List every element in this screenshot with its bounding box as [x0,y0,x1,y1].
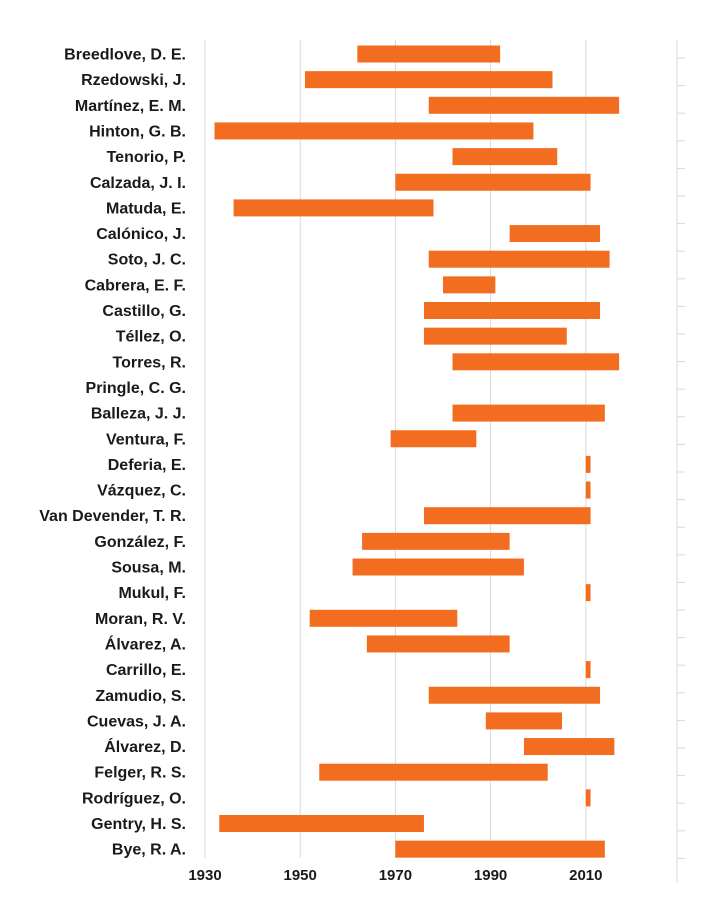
row-label: Cabrera, E. F. [84,277,186,295]
row-label: Calónico, J. [96,226,186,244]
row-label: Vázquez, C. [97,482,186,500]
range-bar [586,482,591,499]
row-label: Tenorio, P. [106,149,186,167]
range-bar [429,251,610,268]
range-bar [586,789,591,806]
range-bar [367,635,510,652]
range-bar [586,661,591,678]
row-label: Mukul, F. [118,585,186,603]
row-label: Hinton, G. B. [89,123,186,141]
row-label: Soto, J. C. [107,251,186,269]
range-bar [510,225,600,242]
range-bar [395,174,590,191]
row-label: Téllez, O. [115,328,186,346]
row-label: Calzada, J. I. [89,174,186,192]
row-label: Ventura, F. [105,431,186,449]
range-bar [310,610,458,627]
row-label: Zamudio, S. [95,687,186,705]
right-edge-ticks [677,58,685,858]
row-label: Felger, R. S. [94,764,186,782]
row-label: Matuda, E. [105,200,186,218]
range-bar [391,430,477,447]
x-tick-label: 1950 [283,867,317,884]
row-label: González, F. [94,533,186,551]
range-bar [395,841,604,858]
range-bar [234,199,434,216]
row-label: Bye, R. A. [111,841,186,859]
range-bar [305,71,553,88]
range-bar [586,584,591,601]
row-label: Moran, R. V. [95,610,186,628]
row-label: Torres, R. [112,354,186,372]
row-label: Álvarez, D. [104,739,186,757]
row-label: Breedlove, D. E. [64,46,186,64]
row-label: Martínez, E. M. [74,97,186,115]
x-tick-label: 1970 [378,867,413,884]
x-tick-label: 1990 [473,867,508,884]
range-bar [424,507,591,524]
row-label: Balleza, J. J. [90,405,186,423]
row-label: Carrillo, E. [105,662,186,680]
range-bar [424,328,567,345]
range-bar [215,122,534,139]
x-axis-ticks [188,867,602,884]
row-labels [39,47,186,859]
row-label: Deferia, E. [107,456,186,474]
range-bar [586,456,591,473]
x-tick-label: 1930 [188,867,222,884]
range-bar [319,764,547,781]
row-label: Gentry, H. S. [91,816,186,833]
range-bar [453,148,558,165]
range-bar [429,687,600,704]
x-tick-label: 2010 [569,867,603,884]
range-bar [453,353,620,370]
row-label: Sousa, M. [111,559,186,577]
range-bar [219,815,424,832]
range-bar [362,533,510,550]
range-bar [353,559,524,576]
row-label: Rodríguez, O. [82,790,186,808]
range-bar [429,97,619,114]
row-label: Álvarez, A. [104,636,186,654]
range-bar [357,46,500,63]
range-bar [486,712,562,729]
gridlines [205,40,677,883]
range-bar [524,738,614,755]
row-label: Van Devender, T. R. [39,508,186,526]
range-bar [424,302,600,319]
range-bar [453,405,605,422]
row-label: Pringle, C. G. [85,379,186,397]
range-bars [215,46,620,858]
row-label: Cuevas, J. A. [86,713,186,731]
range-bar [443,276,495,293]
row-label: Rzedowski, J. [81,72,186,90]
row-label: Castillo, G. [102,303,186,320]
